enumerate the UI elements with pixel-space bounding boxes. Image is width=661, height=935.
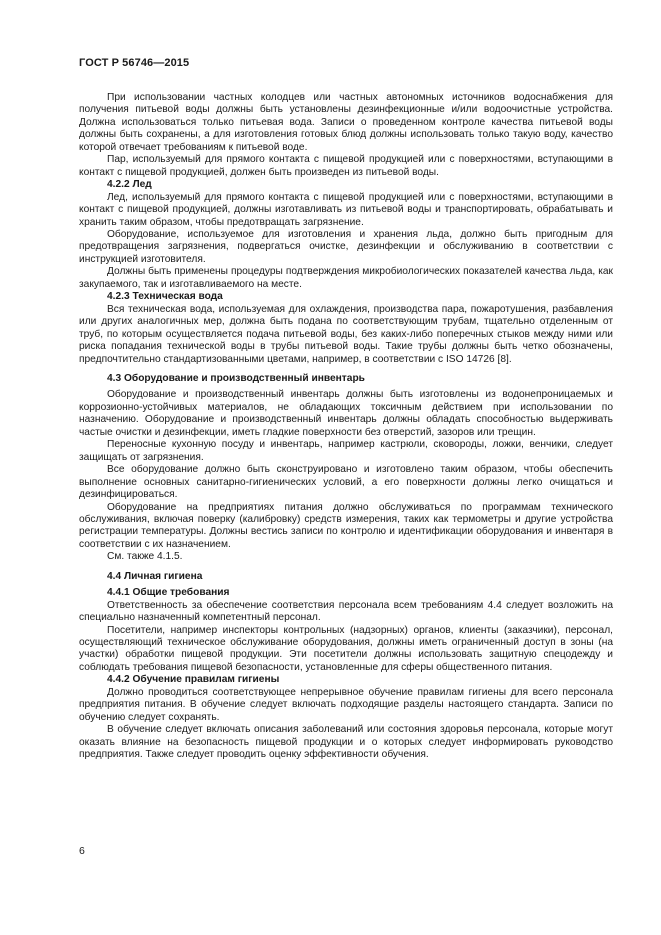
paragraph: Пар, используемый для прямого контакта с пищевой продукцией или с поверхностями, вступающими в контакт с пищевой продукцией, должен быть произведен из питьевой воды. [79, 154, 613, 178]
section-heading: 4.3 Оборудование и производственный инвентарь [107, 372, 365, 384]
paragraph: Посетители, например инспекторы контрольных (надзорных) органов, клиенты (заказчики), персонал, осуществляющий техническое обслуживание оборудования, должны иметь ограниченный доступ в зоны (на участки) обработки пищевой продукции. Эти посетители должны использовать защитную спецодежду и соблюдать требования пищевой безопасности, установленные для сферы общественного питания. [79, 624, 613, 673]
section-heading: 4.4.1 Общие требования [107, 587, 230, 599]
paragraph: Ответственность за обеспечение соответствия персонала всем требованиям 4.4 следует возложить на специально назначенный компетентный персонал. [79, 599, 613, 624]
paragraph: Все оборудование должно быть сконструировано и изготовлено таким образом, чтобы обеспечить выполнение основных санитарно-гигиенических условий, а его поверхности должны легко очищаться и дезинфицироваться. [79, 464, 613, 501]
document-header: ГОСТ Р 56746—2015 [79, 57, 190, 69]
section-heading: 4.4 Личная гигиена [107, 570, 203, 582]
paragraph: Оборудование, используемое для изготовления и хранения льда, должно быть пригодным для предотвращения загрязнения, подвергаться очистке, дезинфекции и обслуживанию в соответствии с инструкцией изготовителя. [79, 228, 613, 265]
section-heading: 4.4.2 Обучение правилам гигиены [107, 674, 280, 686]
paragraph: Переносные кухонную посуду и инвентарь, например кастрюли, сковороды, ложки, венчики, следует защищать от загрязнения. [79, 439, 613, 463]
section-heading: 4.2.3 Техническая вода [107, 291, 223, 303]
paragraph: Должно проводиться соответствующее непрерывное обучение правилам гигиены для всего персонала предприятия питания. В обучение следует включать подходящие разделы настоящего стандарта. Записи по обучению следует сохранять. [79, 686, 613, 723]
paragraph: Вся техническая вода, используемая для охлаждения, производства пара, пожаротушения, разбавления или других аналогичных мер, должна быть подана по соответствующим трубам, тщательно отделенным от труб, по которым осуществляется подача питьевой воды, без каких-либо поперечных стыков между ними или риска попадания технической воды в трубы питьевой воды. Такие трубы должны быть четко обозначены, предпочтительно стандартизованными цветами, например, в соответствии с ISO 14726 [8]. [79, 303, 613, 365]
paragraph: Оборудование на предприятиях питания должно обслуживаться по программам технического обслуживания, включая поверку (калибровку) средств измерения, таких как термометры и другие устройства регистрации температуры. Должны вестись записи по контролю и идентификации оборудования и инвентаря в соответствии с их назначением. [79, 501, 613, 550]
paragraph: Оборудование и производственный инвентарь должны быть изготовлены из водонепроницаемых и коррозионно-устойчивых материалов, не обладающих токсичным действием при использовании по назначению. Оборудование и производственный инвентарь должны обладать способностью выдерживать частые очистки и дезинфекции, иметь гладкие поверхности без отверстий, зазоров или трещин. [79, 389, 613, 438]
section-heading: 4.2.2 Лед [107, 179, 152, 191]
paragraph: В обучение следует включать описания заболеваний или состояния здоровья персонала, которые могут оказать влияние на безопасность пищевой продукции и о которых следует информировать руководство предприятия. Также следует проводить оценку эффективности обучения. [79, 724, 613, 761]
paragraph: Должны быть применены процедуры подтверждения микробиологических показателей качества льда, как закупаемого, так и изготавливаемого на месте. [79, 266, 613, 290]
paragraph: При использовании частных колодцев или частных автономных источников водоснабжения для получения питьевой воды должны быть установлены дезинфекционные и/или водоочистные устройства. Должна использоваться только питьевая вода. Записи о проведенном контроле качества питьевой воды должны быть сохранены, а для изготовления готовых блюд должны использовать только такую воду, качество которой отвечает требованиям к питьевой воде. [79, 92, 613, 153]
paragraph: См. также 4.1.5. [107, 551, 183, 563]
page-number: 6 [79, 845, 85, 857]
paragraph: Лед, используемый для прямого контакта с пищевой продукцией или с поверхностями, вступающими в контакт с пищевой продукцией, должны изготавливать из питьевой воды и транспортировать, обрабатывать и хранить таким образом, чтобы предотвращать загрязнение. [79, 191, 613, 228]
document-body [79, 92, 613, 762]
